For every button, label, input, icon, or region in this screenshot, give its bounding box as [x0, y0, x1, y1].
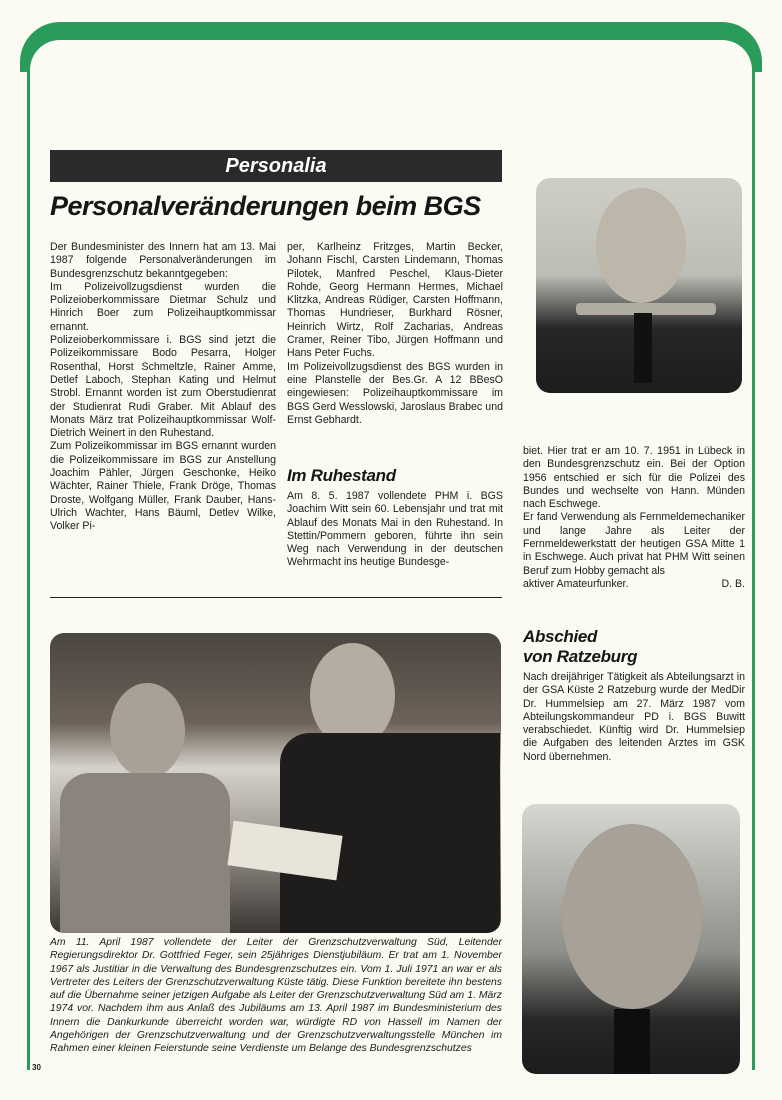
- abschied-heading: [523, 627, 743, 667]
- paragraph: Zum Polizeikommissar im BGS ernannt wurden die Polizeikommissare im BGS zur Anstellung Joachim Pähler, Jürgen Geschonke, Heiko Wächter, Rainer Thiele, Frank Dröge, Thomas Droste, Wolfgang Müller, Frank Dauber, Hans-Ulrich Wachter, Hans Bäuml, Detlev Wilke, Volker Pi-: [50, 440, 276, 533]
- article-headline: Personalveränderungen beim BGS: [50, 191, 481, 221]
- portrait-photo-witt: [536, 178, 742, 393]
- face-shape-left: [110, 683, 185, 778]
- frame-inner-mask: [30, 40, 752, 100]
- jacket-left: [60, 773, 230, 933]
- article-column-1: [50, 241, 276, 534]
- caption-text: Am 11. April 1987 vollendete der Leiter der Grenzschutzverwaltung Süd, Leitender Regierungsdirektor Dr. Gottfried Feger, sein 25jähriges Dienstjubiläum. Er trat am 1. November 1967 als Justitiar in die Verwaltung des Bundesgrenzschutzes ein. Vom 1. Juli 1971 an war er als Vertreter des Leiters der Grenzschutzverwaltung Küste tätig. Diese Funktion bereitete ihn bestens auf die Übernahme seiner jetzigen Aufgabe als Leiter der Grenzschutzverwaltung Süd am 1. März 1974 vor. Nachdem ihm aus Anlaß des Jubiläums am 13. April 1987 im Bundesministerium des Innern die Dankurkunde überreicht worden war, würdigte RD von Hassell im Namen der Angehörigen der Grenzschutzverwaltung und der Grenzschutzverwaltungsstelle München im Rahmen einer kleinen Feierstunde seine Verdienste um Belange des Bundesgrenzschutzes: [50, 937, 502, 1055]
- green-frame-left: [27, 60, 30, 1070]
- section-title-bar: Personalia: [50, 150, 502, 182]
- paragraph: biet. Hier trat er am 10. 7. 1951 in Lübeck in den Bundesgrenzschutz ein. Bei der Option 1956 entschied er sich für die Polizei des Bundes und wechselte von Hann. Münden nach Eschwege.: [523, 445, 745, 511]
- face-shape: [562, 824, 702, 1009]
- paragraph: Polizeioberkommissare i. BGS sind jetzt die Polizeikommissare Bodo Pesarra, Holger Rosenthal, Horst Schmeltzle, Rainer Amme, Detlef Laboch, Stephan Kating und Helmut Strobl. Ernannt worden ist zum Oberstudienrat der Studienrat Rudi Graber. Mit Ablauf des Monats März trat Polizeihauptkommissar Wolf-Dietrich Weinert in den Ruhestand.: [50, 334, 276, 440]
- author-signature: D. B.: [721, 577, 745, 590]
- page-number: 30: [32, 1063, 41, 1072]
- paragraph: Im Polizeivollzugsdienst des BGS wurden in eine Planstelle der Bes.Gr. A 12 BBesO eingewiesen: Polizeihauptkommissare im BGS Gerd Wesslowski, Jaroslaus Brabec und Ernst Gebhardt.: [287, 360, 503, 426]
- ruhestand-heading: Im Ruhestand: [287, 466, 396, 485]
- ruhestand-text-part1: [287, 490, 503, 570]
- ruhestand-text-part2: [523, 445, 745, 591]
- paragraph: per, Karlheinz Fritzges, Martin Becker, Johann Fischl, Carsten Lindemann, Thomas Pilotek, Manfred Peschel, Klaus-Dieter Rohde, Georg Hermann Hermes, Michael Klitzka, Andreas Rüdiger, Carsten Hoffmann, Thomas Hundrieser, Burkhard Rösner, Heinrich Wirtz, Rolf Zacharias, Andreas Cramer, Reiner Tibo, Jürgen Hoffmann und Hans Peter Fuchs.: [287, 241, 503, 360]
- last-line: aktiver Amateurfunker.: [523, 577, 629, 590]
- paragraph: Er fand Verwendung als Fernmeldemechaniker und lange Jahre als Leiter der Fernmeldewerkstatt der heutigen GSA Mitte 1 in Eschwege. Auch privat hat PHM Witt seinen Beruf zum Hobby gemacht als: [523, 511, 745, 577]
- signature-line: [523, 578, 745, 591]
- abschied-heading-line1: Abschied: [523, 627, 598, 646]
- green-frame-right: [752, 60, 755, 1070]
- portrait-photo-hummelsiep: [522, 804, 740, 1074]
- photo-caption: [50, 936, 502, 1056]
- article-column-2: [287, 241, 503, 427]
- ceremony-photo: [50, 633, 501, 933]
- section-divider: [50, 597, 502, 598]
- paragraph: Im Polizeivollzugsdienst wurden die Polizeioberkommissare Dietmar Schulz und Hinrich Boer zum Polizeihauptkommissar ernannt.: [50, 280, 276, 333]
- paragraph: Nach dreijähriger Tätigkeit als Abteilungsarzt in der GSA Küste 2 Ratzeburg wurde der MedDir Dr. Hummelsiep am 27. März 1987 vom Abteilungskommandeur PD i. BGS Buwitt verabschiedet. Künftig wird Dr. Hummelsiep die Aufgaben des leitenden Arztes im GSK Nord übernehmen.: [523, 671, 745, 763]
- abschied-heading-line2: von Ratzeburg: [523, 647, 638, 666]
- tie-shape: [634, 313, 652, 383]
- paragraph: Am 8. 5. 1987 vollendete PHM i. BGS Joachim Witt sein 60. Lebensjahr und trat mit Ablauf des Monats Mai in den Ruhestand. In Stettin/Pommern geboren, führte ihn sein Weg nach Verwendung in der deutschen Wehrmacht ins heutige Bundesge-: [287, 490, 503, 569]
- abschied-text: [523, 671, 745, 764]
- paragraph: Der Bundesminister des Innern hat am 13. Mai 1987 folgende Personalveränderungen im Bundesgrenzschutz bekanntgegeben:: [50, 241, 276, 280]
- face-shape: [596, 188, 686, 303]
